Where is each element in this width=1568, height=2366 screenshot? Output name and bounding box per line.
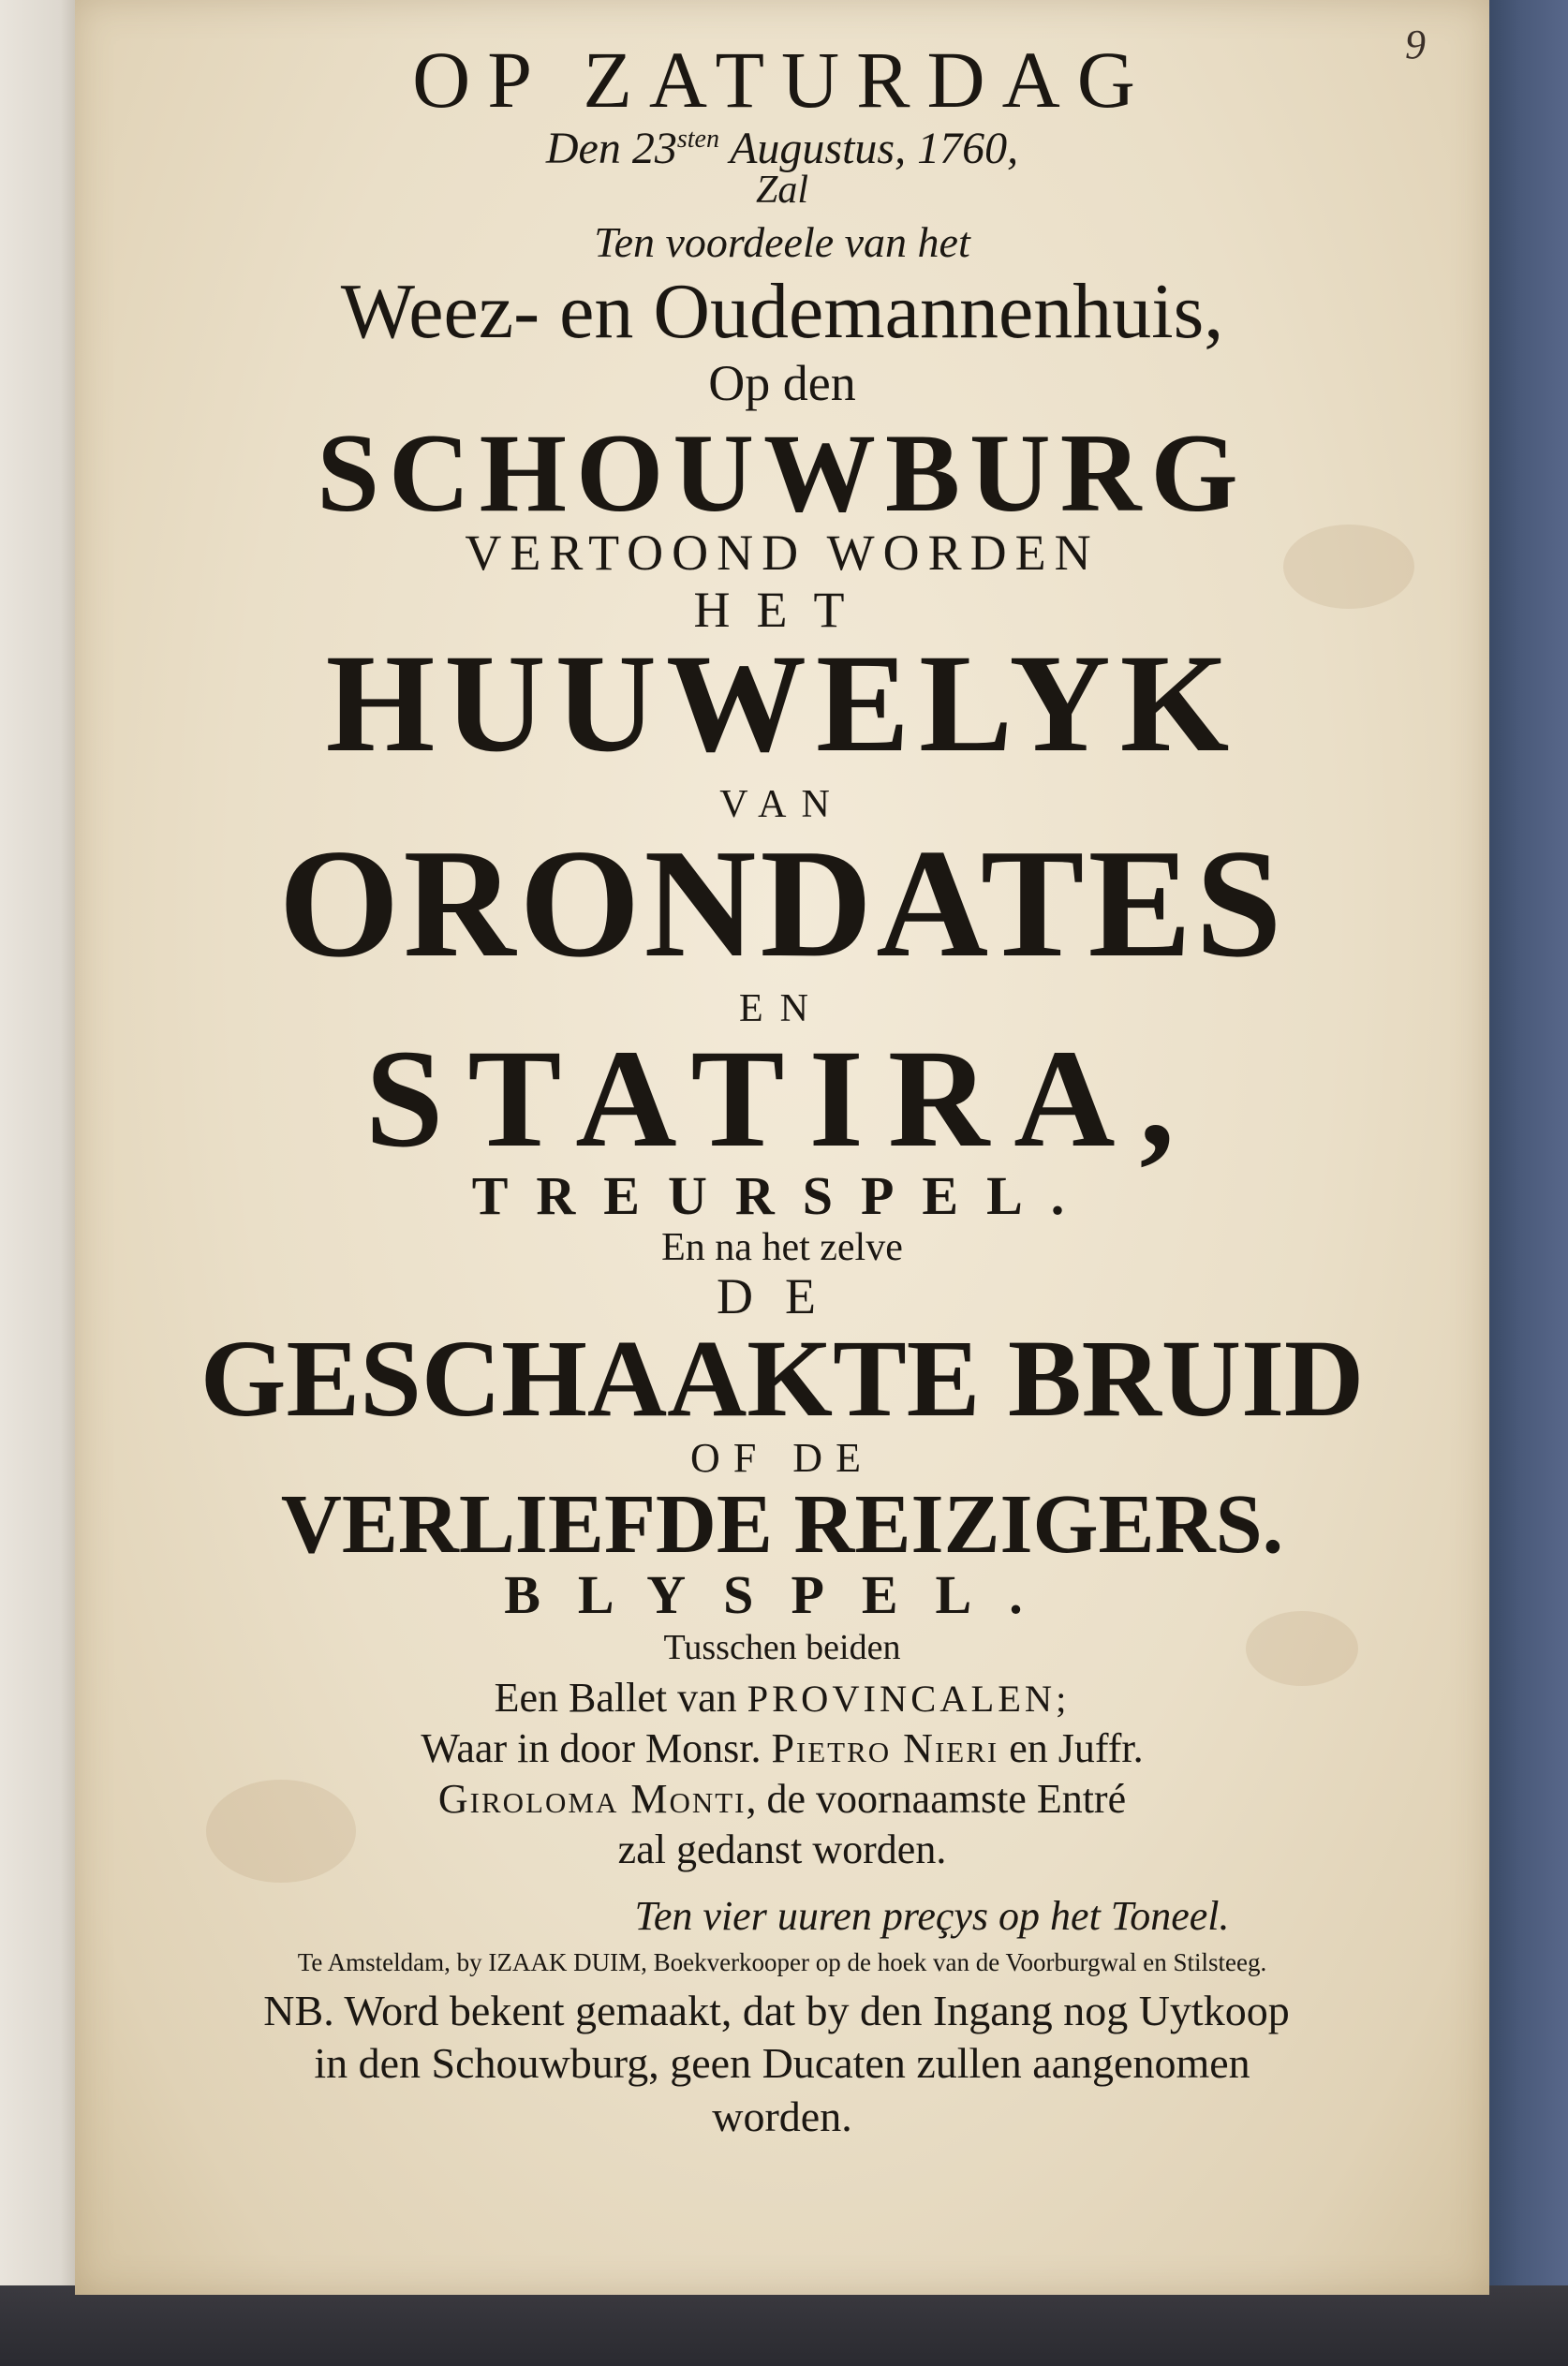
heading-day: OP ZATURDAG	[412, 35, 1152, 125]
playbill-page	[75, 0, 1489, 2295]
ballet-prefix: Een Ballet van	[494, 1674, 747, 1721]
notice-line-3: worden.	[712, 2092, 852, 2140]
play-title-huuwelyk: HUUWELYK	[325, 626, 1239, 782]
en-na-het-zelve-line: En na het zelve	[661, 1225, 903, 1269]
ballet-line	[75, 1674, 1489, 1721]
de-line: DE	[717, 1267, 848, 1324]
play-title-statira: STATIRA,	[364, 1021, 1200, 1177]
van-line: VAN	[719, 782, 845, 826]
printer-name: IZAAK DUIM	[488, 1947, 642, 1976]
benefit-line: Ten voordeele van het	[594, 217, 970, 266]
waar-in-prefix: Waar in door Monsr.	[421, 1725, 772, 1772]
zal-line: Zal	[755, 168, 809, 212]
date-prefix: Den 23	[545, 124, 677, 174]
play-title-orondates: ORONDATES	[278, 816, 1286, 989]
printer-prefix: Te Amsteldam, by	[297, 1947, 489, 1976]
beneficiary-line: Weez- en Oudemannenhuis,	[340, 268, 1224, 356]
girolama-suffix: , de voornaamste Entré	[746, 1776, 1127, 1823]
second-play-title: GESCHAAKTE BRUID	[200, 1317, 1365, 1441]
printer-line	[75, 1949, 1489, 1975]
vertoond-line: VERTOOND WORDEN	[465, 524, 1100, 581]
playbill-text	[75, 37, 1489, 2139]
start-time-line: Ten vier uuren preçys op het Toneel.	[634, 1892, 1230, 1939]
adjacent-page	[0, 0, 86, 2323]
ballet-name: PROVINCALEN;	[747, 1677, 1071, 1720]
venue-heading: SCHOUWBURG	[317, 409, 1248, 535]
book-cover-bottom	[0, 2285, 1568, 2366]
waar-in-suffix: en Juffr.	[998, 1725, 1144, 1772]
op-den-line: Op den	[708, 355, 856, 412]
notice-line-1: NB. Word bekent gemaakt, dat by den Ingang nog Uytkoop	[263, 1987, 1290, 2035]
het-line: HET	[693, 581, 871, 638]
printer-suffix: , Boekverkooper op de hoek van de Voorburgwal en Stilsteeg.	[641, 1947, 1267, 1976]
genre-treurspel: TREURSPEL.	[471, 1164, 1093, 1226]
of-de-line: OF DE	[690, 1435, 874, 1482]
notice-line-2: in den Schouwburg, geen Ducaten zullen aangenomen	[314, 2039, 1250, 2088]
date-line	[75, 126, 1489, 172]
dancer-giroloma-monti: Giroloma Monti	[437, 1776, 747, 1823]
dancer-line-2	[75, 1778, 1489, 1821]
date-suffix: Augustus, 1760,	[718, 124, 1019, 174]
second-play-subtitle: VERLIEFDE REIZIGERS.	[280, 1477, 1284, 1571]
zal-gedanst-line: zal gedanst worden.	[617, 1826, 947, 1873]
en-line: EN	[739, 987, 825, 1031]
date-superscript: sten	[676, 125, 719, 155]
page-number: 9	[1405, 22, 1426, 67]
tusschen-beiden-line: Tusschen beiden	[663, 1627, 901, 1667]
genre-blyspel: BLYSPEL.	[504, 1564, 1060, 1626]
dancer-pietro-nieri: Pietro Nieri	[771, 1725, 999, 1772]
dancer-line-1	[75, 1727, 1489, 1770]
book-cover	[1489, 0, 1568, 2366]
